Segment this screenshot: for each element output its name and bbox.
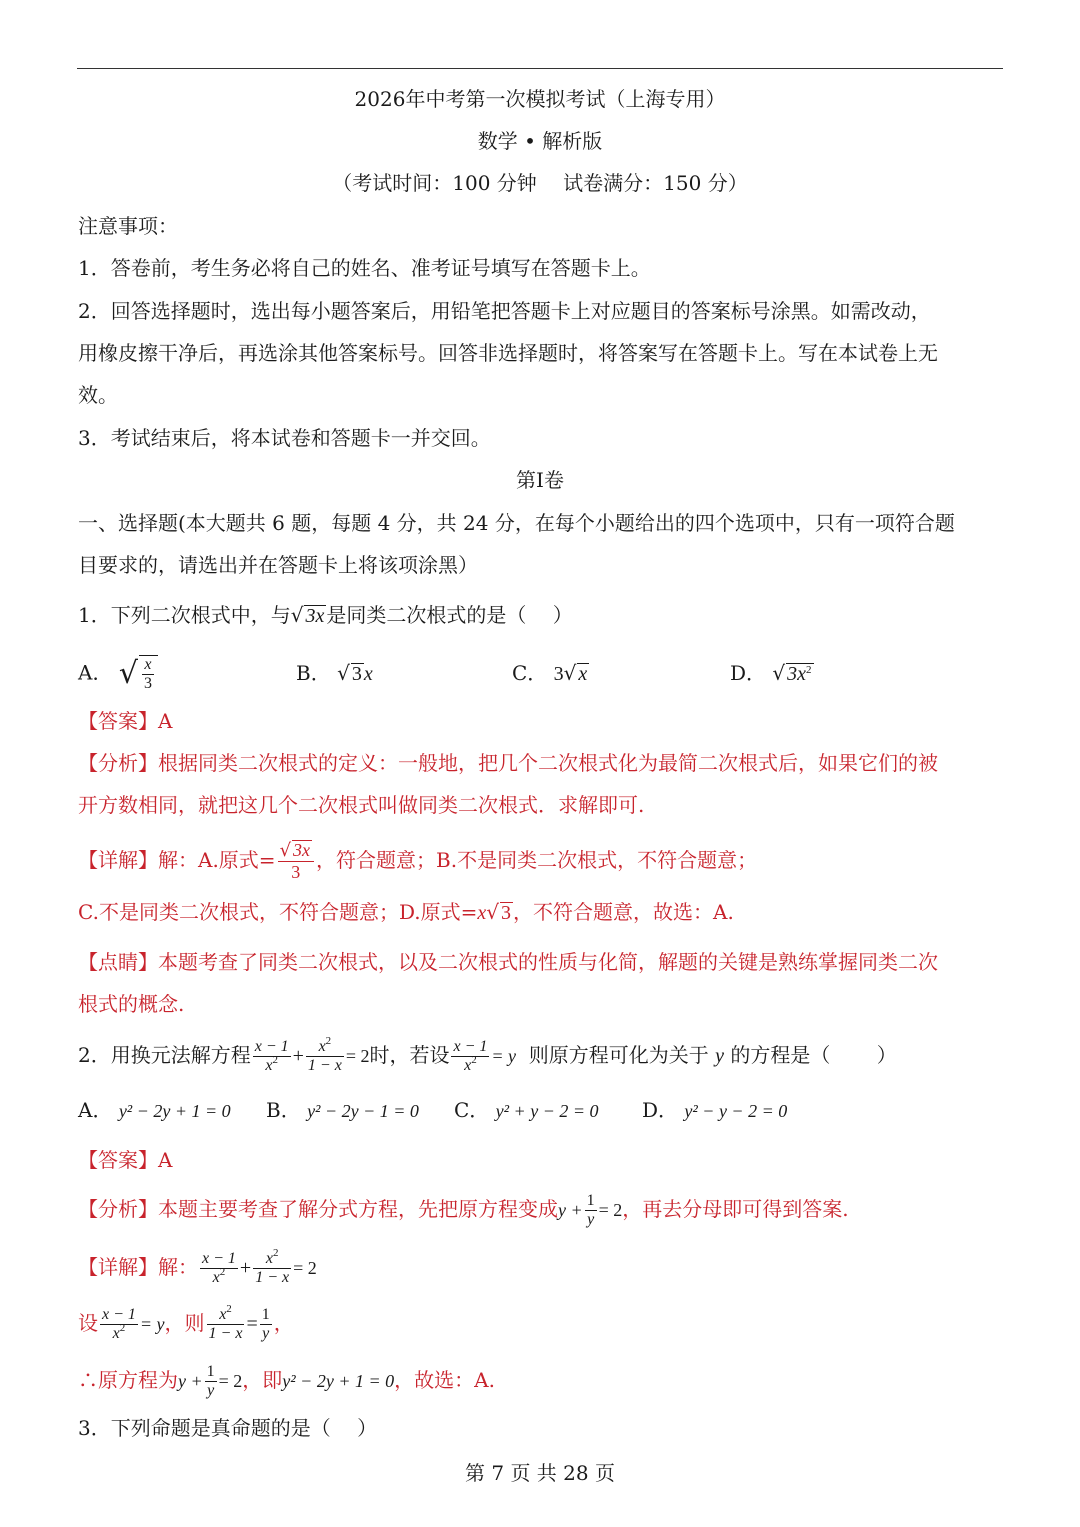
q2-equals-y: = y [491, 1046, 517, 1066]
q2-detail [78, 1247, 317, 1287]
q1-option-b-var: x [363, 663, 373, 685]
q2-set-frac2-num-base: x [219, 1306, 227, 1323]
q2-stem-fraction-2 [306, 1035, 344, 1075]
q2-conclude-one: 1 [206, 1363, 215, 1380]
q2-analysis-den: y [587, 1211, 595, 1228]
q2-detail-eq: = 2 [293, 1258, 317, 1278]
q1-answer-tag: 【答案】 [78, 709, 158, 733]
q2-conclude-y: y + [178, 1371, 203, 1391]
q2-conclude-before: ∴原方程为 [78, 1368, 178, 1392]
q1-answer [78, 706, 172, 736]
q1-stem-before: 1．下列二次根式中，与 [78, 603, 291, 627]
q2-analysis-y: y + [558, 1200, 583, 1220]
q2-option-b-text: y² − 2y − 1 = 0 [307, 1101, 419, 1121]
q2-detail-frac2-num: $x^2$ [253, 1250, 291, 1269]
radical-icon: √ [486, 900, 500, 924]
q2-plus: + [292, 1045, 304, 1067]
q2-option-d-text: y² − y − 2 = 0 [684, 1101, 788, 1121]
q2-analysis-tag: 【分析】 [78, 1197, 158, 1221]
q1-option-b-label: B． [296, 661, 331, 685]
q1-option-a-num: x [142, 656, 154, 675]
q2-detail-fraction-1 [200, 1250, 238, 1287]
q1-detail-line-1 [78, 840, 757, 883]
q2-conclude-den: y [207, 1382, 215, 1399]
q2-option-c-label: C． [454, 1098, 490, 1122]
q2-set-fraction-3 [260, 1306, 272, 1343]
q1-comment-line-1 [78, 947, 938, 977]
q1-option-d [730, 658, 814, 688]
section-intro-line-1: 一、选择题(本大题共 6 题，每题 4 分，共 24 分，在每个小题给出的四个选项中，只有一项符合题 [78, 511, 955, 535]
q1-detail-tag: 【详解】 [78, 848, 158, 872]
q1-option-a [78, 655, 158, 693]
q2-detail-fraction-2 [253, 1247, 291, 1287]
q2-option-c-text: y² + y − 2 = 0 [495, 1101, 599, 1121]
volume-heading: 第Ⅰ卷 [516, 468, 564, 492]
q1-option-a-fraction [142, 656, 154, 693]
q1-option-d-radicand-base: 3x [787, 663, 807, 685]
q1-analysis-line-1 [78, 748, 938, 778]
q2-conclude-mid: ，即 [242, 1368, 283, 1392]
notice-item-2-line-2: 用橡皮擦干净后，再选涂其他答案标号。回答非选择题时，将答案写在答题卡上。写在本试卷上无 [78, 341, 938, 365]
q2-set-label: 设 [78, 1311, 98, 1335]
q1-option-c-label: C． [512, 661, 548, 685]
q2-stem-fraction-1 [253, 1038, 291, 1075]
radical-icon: √ [118, 656, 138, 691]
q1-option-b-radicand: 3 [351, 663, 362, 685]
q2-answer-value: A [158, 1148, 173, 1172]
q2-set-comma: ， [273, 1311, 294, 1335]
q1-option-d-exponent: 2 [806, 664, 812, 676]
notice-item-2-line-3: 效。 [78, 383, 118, 407]
q1-option-a-radicand [139, 655, 158, 693]
q1-option-d-radicand [786, 663, 813, 684]
q2-stem-mid: 时，若设 [369, 1043, 450, 1067]
q1-option-b [296, 658, 373, 689]
q2-frac1-num: x − 1 [254, 1038, 289, 1055]
q2-conclude-fraction [205, 1363, 217, 1400]
q2-stem-fraction-3 [451, 1038, 489, 1075]
q2-set-frac-den-base: x [112, 1325, 120, 1342]
q2-set-eq: = [246, 1313, 258, 1335]
q1-detail-fraction-num [278, 840, 314, 862]
q2-stem [78, 1035, 897, 1075]
q2-set-then: ，则 [164, 1311, 205, 1335]
q1-option-c-coef: 3 [553, 663, 564, 685]
q2-stem-before: 2．用换元法解方程 [78, 1043, 251, 1067]
q2-frac2-num-base: x [318, 1038, 326, 1055]
q2-option-b [266, 1095, 419, 1126]
q2-set-eq-y: = y [139, 1314, 165, 1334]
q2-conclusion [78, 1363, 495, 1400]
notice-item-1: 1．答卷前，考生务必将自己的姓名、准考证号填写在答题卡上。 [78, 256, 651, 280]
q1-detail-fraction-den: 3 [291, 862, 301, 882]
notice-heading: 注意事项： [78, 214, 178, 238]
q1-comment-tag: 【点睛】 [78, 950, 158, 974]
q1-option-d-label: D． [730, 661, 767, 685]
q1-analysis-line-2: 开方数相同，就把这几个二次根式叫做同类二次根式．求解即可. [78, 793, 645, 817]
q1-detail-a: 解：A.原式= [158, 848, 276, 872]
q1-comment-text: 本题考查了同类二次根式，以及二次根式的性质与化简，解题的关键是熟练掌握同类二次 [158, 950, 938, 974]
q2-frac2-num: $x^2$ [306, 1038, 344, 1057]
q2-conclude-equation: y² − 2y + 1 = 0 [282, 1371, 395, 1391]
q2-frac3-den-base: x [464, 1057, 472, 1074]
q2-set-frac-num: x − 1 [102, 1306, 136, 1323]
q1-detail-line-2 [78, 897, 734, 928]
header-rule [77, 68, 1003, 69]
radical-icon: √ [337, 661, 350, 685]
q2-stem-after: 则原方程可化为关于 [528, 1043, 709, 1067]
q2-option-d [642, 1095, 787, 1126]
q2-detail-label: 解： [158, 1255, 198, 1279]
q2-set-fraction-1 [100, 1306, 138, 1343]
q2-equals-two: = 2 [345, 1046, 370, 1066]
radical-icon: √ [290, 603, 304, 627]
q2-detail-tag: 【详解】 [78, 1255, 158, 1279]
exam-info: （考试时间：100 分钟 试卷满分：150 分） [332, 171, 748, 195]
q2-set-frac2-num: $x^2$ [207, 1306, 245, 1325]
q2-conclude-eq-two: = 2 [218, 1371, 243, 1391]
q2-answer [78, 1145, 172, 1175]
q1-option-a-label: A． [78, 660, 113, 685]
q2-frac3-num: x − 1 [453, 1038, 488, 1055]
q1-detail-fraction [278, 840, 314, 883]
notice-item-2-line-1: 2．回答选择题时，选出每小题答案后，用铅笔把答题卡上对应题目的答案标号涂黑。如需改动， [78, 299, 931, 323]
radical-icon: √ [772, 661, 786, 685]
q2-detail-frac2-num-base: x [265, 1250, 273, 1267]
q2-detail-frac1-den: $x^2$ [212, 1266, 226, 1286]
q2-var-y: y [715, 1045, 724, 1067]
q2-option-a-label: A． [78, 1098, 113, 1122]
q2-detail-frac1-den-base: x [212, 1269, 220, 1286]
q3-stem: 3．下列命题是真命题的是（ ） [78, 1416, 378, 1440]
exam-title: 2026年中考第一次模拟考试（上海专用） [354, 87, 726, 111]
q2-frac1-den: $x^2$ [265, 1054, 278, 1074]
radical-icon: √ [279, 840, 292, 861]
q1-stem [78, 600, 573, 630]
q1-comment-line-2: 根式的概念. [78, 992, 185, 1016]
q2-stem-end: 的方程是（ ） [730, 1043, 897, 1067]
q2-frac3-den: $x^2$ [464, 1054, 477, 1074]
q2-analysis-before: 本题主要考查了解分式方程，先把原方程变成 [158, 1197, 558, 1221]
q2-detail-frac2-den: 1 − x [255, 1269, 290, 1286]
q2-conclude-after: ，故选：A. [394, 1368, 495, 1392]
q1-answer-value: A [158, 709, 173, 733]
q2-set-fraction-2 [207, 1303, 245, 1343]
q1-analysis-tag: 【分析】 [78, 751, 158, 775]
q2-frac1-den-base: x [265, 1057, 273, 1074]
q2-detail-frac1-num: x − 1 [202, 1250, 236, 1267]
q1-option-c [512, 658, 589, 689]
q2-set-frac-den: $x^2$ [112, 1322, 126, 1342]
q1-detail-line2-var: x [477, 902, 487, 924]
radical-icon: √ [563, 661, 577, 685]
q2-analysis-eq: = 2 [598, 1200, 623, 1220]
q1-stem-radicand: 3x [305, 605, 325, 627]
q2-answer-tag: 【答案】 [78, 1148, 158, 1172]
q2-option-c [454, 1095, 599, 1126]
q2-option-d-label: D． [642, 1098, 679, 1122]
q1-stem-after: 是同类二次根式的是（ ） [326, 603, 573, 627]
q2-substitution [78, 1303, 294, 1343]
q1-option-a-den: 3 [143, 675, 152, 692]
q2-analysis-fraction [585, 1192, 597, 1229]
page-footer: 第 7 页 共 28 页 [465, 1461, 615, 1485]
q2-analysis [78, 1192, 849, 1229]
q1-detail-line2-radicand: 3 [501, 902, 512, 924]
exam-subtitle: 数学 • 解析版 [477, 129, 603, 153]
notice-item-3: 3．考试结束后，将本试卷和答题卡一并交回。 [78, 426, 491, 450]
q1-detail-line2-before: C.不是同类二次根式，不符合题意；D.原式= [78, 900, 478, 924]
q2-analysis-one: 1 [586, 1192, 595, 1209]
q2-option-b-label: B． [266, 1098, 301, 1122]
q2-detail-plus: + [239, 1257, 252, 1279]
q2-set-one: 1 [261, 1306, 270, 1323]
q2-set-y: y [262, 1325, 270, 1342]
q1-detail-line2-after: ，不符合题意，故选：A. [513, 900, 734, 924]
q2-analysis-after: ，再去分母即可得到答案. [622, 1197, 849, 1221]
q2-set-frac2-den: 1 − x [208, 1325, 243, 1342]
q2-frac2-den: 1 − x [307, 1057, 342, 1074]
q1-detail-num-radicand: 3x [293, 840, 311, 860]
q1-option-c-radicand: x [578, 663, 588, 685]
q2-option-a [78, 1095, 231, 1126]
q1-detail-a-after: ，符合题意；B.不是同类二次根式，不符合题意； [316, 848, 758, 872]
q2-option-a-text: y² − 2y + 1 = 0 [118, 1101, 231, 1121]
section-intro-line-2: 目要求的，请选出并在答题卡上将该项涂黑） [78, 553, 478, 577]
q1-analysis-text: 根据同类二次根式的定义：一般地，把几个二次根式化为最简二次根式后，如果它们的被 [158, 751, 938, 775]
